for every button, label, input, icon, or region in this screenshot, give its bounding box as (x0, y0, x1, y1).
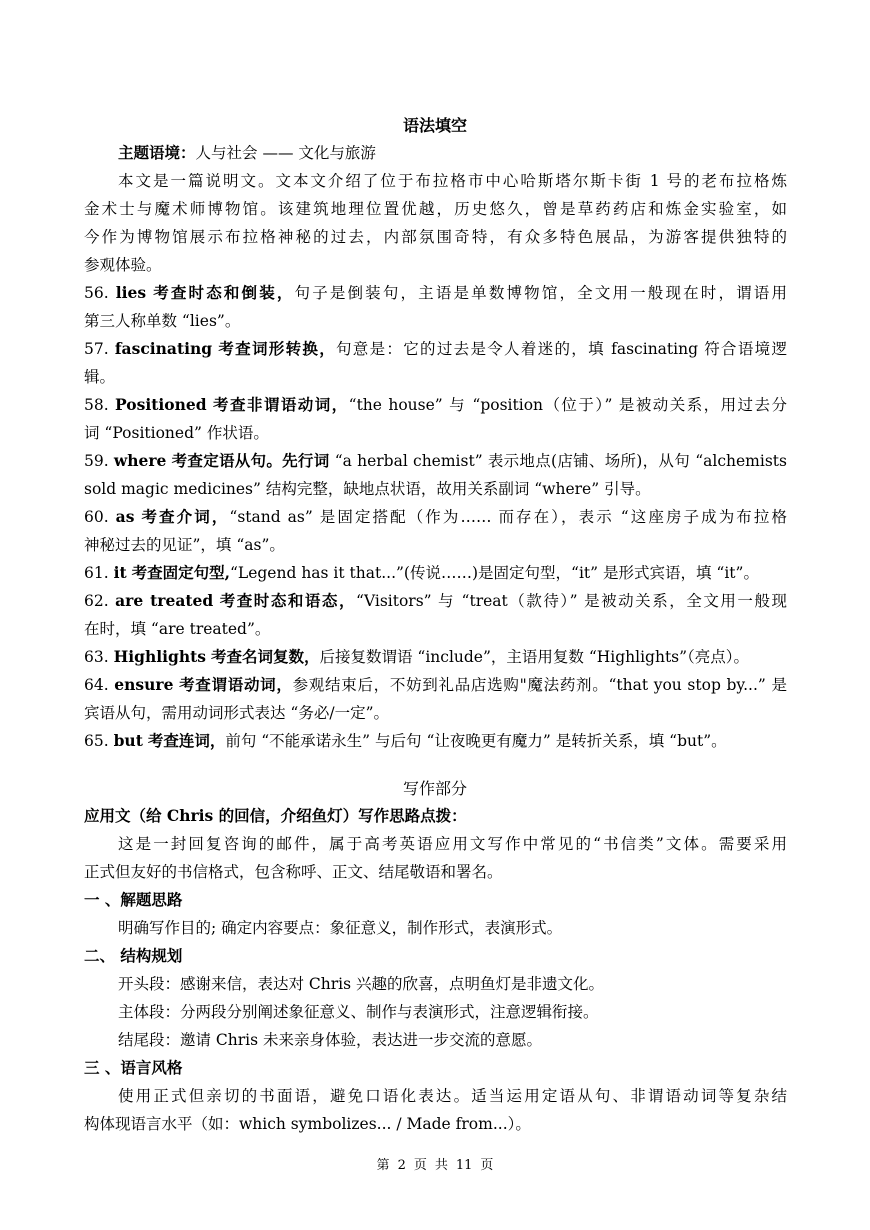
theme-text: 人与社会 —— 文化与旅游 (195, 144, 376, 162)
footer-ye2: 页 (480, 1158, 494, 1173)
answer-item-61 (84, 563, 787, 583)
item-answer: fascinating (114, 339, 213, 358)
item-number: 58. (84, 396, 109, 414)
item-answer: where (113, 451, 167, 470)
item-number: 56. (84, 284, 109, 302)
item-explanation: “Visitors” 与 “treat（款待）” 是被动关系，全文用一般现 (356, 592, 787, 610)
writing-subtitle: 应用文（给 Chris 的回信，介绍鱼灯）写作思路点拨： (84, 806, 467, 825)
item-point: 考查时态和倒装， (153, 283, 295, 302)
item-point: 考查连词， (147, 731, 226, 750)
item-answer: Highlights (113, 647, 207, 666)
page-number: 2 (397, 1158, 406, 1173)
page-footer (0, 1157, 870, 1175)
grammar-section-title: 语法填空 (402, 116, 467, 135)
item-explanation: 参观结束后，不妨到礼品店选购"魔法药剂。“that you stop by...” 是 (292, 676, 787, 694)
item-number: 61. (84, 564, 109, 582)
approach-text: 明确写作目的; 确定内容要点：象征意义，制作形式，表演形式。 (118, 919, 563, 937)
item-explanation-cont: 辑。 (84, 368, 116, 386)
item-answer: but (113, 731, 143, 750)
writing-intro-line: 正式但友好的书信格式，包含称呼、正文、结尾敬语和署名。 (84, 863, 503, 881)
intro-line: 金术士与魔术师博物馆。该建筑地理位置优越，历史悠久，曾是草药药店和炼金实验室，如 (84, 200, 787, 218)
item-point: 考查谓语动词， (179, 675, 293, 694)
item-number: 62. (84, 592, 109, 610)
answer-item-60 (84, 507, 787, 527)
intro-line: 本文是一篇说明文。文本文介绍了位于布拉格市中心哈斯塔尔斯卡街 1 号的老布拉格炼 (118, 172, 787, 190)
item-explanation: 句子是倒装句，主语是单数博物馆，全文用一般现在时，谓语用 (294, 284, 787, 302)
item-point: 考查非谓语动词， (212, 395, 349, 414)
item-point: 考查固定句型, (131, 563, 230, 582)
item-explanation: “the house” 与 “position（位于）” 是被动关系，用过去分 (348, 396, 787, 414)
item-answer: Positioned (115, 395, 207, 414)
answer-item-59 (84, 451, 787, 471)
answer-item-64 (84, 675, 787, 695)
item-explanation-cont: 在时，填 “are treated”。 (84, 620, 271, 638)
answer-item-56 (84, 283, 787, 303)
item-explanation: 前句 “不能承诺永生” 与后句 “让夜晚更有魔力” 是转折关系，填 “but”。 (225, 732, 727, 750)
item-point: 考查时态和语态， (219, 591, 357, 610)
item-point: 考查介词， (141, 507, 230, 526)
theme-line (118, 143, 787, 163)
page-total: 11 (455, 1158, 473, 1173)
item-answer: it (113, 563, 127, 582)
item-number: 65. (84, 732, 109, 750)
intro-line: 参观体验。 (84, 256, 162, 274)
answer-item-57 (84, 339, 787, 359)
item-answer: ensure (114, 675, 174, 694)
answer-item-65 (84, 731, 787, 751)
style-line: 使用正式但亲切的书面语，避免口语化表达。适当运用定语从句、非谓语动词等复杂结 (118, 1087, 787, 1105)
item-number: 64. (84, 676, 109, 694)
item-explanation-cont: 词 “Positioned” 作状语。 (84, 424, 269, 442)
item-number: 57. (84, 340, 109, 358)
style-line: 构体现语言水平（如：which symbolizes... / Made from...）。 (84, 1115, 531, 1133)
heading-approach: 一 、解题思路 (84, 890, 183, 909)
item-point: 考查名词复数， (210, 647, 320, 666)
item-number: 63. (84, 648, 109, 666)
item-answer: lies (115, 283, 147, 302)
item-explanation-cont: 宾语从句，需用动词形式表达 “务必/一定”。 (84, 704, 389, 722)
heading-structure: 二、 结构规划 (84, 946, 183, 965)
item-number: 60. (84, 508, 109, 526)
footer-gong: 共 (434, 1158, 448, 1173)
item-explanation-cont: 神秘过去的见证”，填 “as”。 (84, 536, 285, 554)
answer-item-62 (84, 591, 787, 611)
item-explanation: 后接复数谓语 “include”，主语用复数 “Highlights”（亮点）。 (319, 648, 750, 666)
item-point: 考查词形转换， (218, 339, 336, 358)
item-point: 考查定语从句。先行词 (171, 451, 330, 470)
item-explanation: “Legend has it that...”(传说……)是固定句型，“it” 是形式宾语，填 “it”。 (230, 564, 759, 582)
structure-line: 主体段：分两段分别阐述象征意义、制作与表演形式，注意逻辑衔接。 (118, 1003, 599, 1021)
item-answer: as (115, 507, 135, 526)
heading-style: 三 、语言风格 (84, 1058, 183, 1077)
footer-ye: 页 (413, 1158, 427, 1173)
answer-item-58 (84, 395, 787, 415)
theme-label: 主题语境： (118, 143, 196, 162)
item-number: 59. (84, 452, 109, 470)
item-explanation-cont: 第三人称单数 “lies”。 (84, 312, 241, 330)
item-answer: are treated (115, 591, 214, 610)
item-explanation-cont: sold magic medicines” 结构完整，缺地点状语，故用关系副词 “where” 引导。 (84, 480, 651, 498)
writing-section-title: 写作部分 (402, 779, 467, 798)
structure-line: 开头段：感谢来信，表达对 Chris 兴趣的欣喜，点明鱼灯是非遗文化。 (118, 975, 605, 993)
answer-item-63 (84, 647, 787, 667)
writing-intro-line: 这是一封回复咨询的邮件，属于高考英语应用文写作中常见的“书信类”文体。需要采用 (118, 835, 787, 853)
structure-line: 结尾段：邀请 Chris 未来亲身体验，表达进一步交流的意愿。 (118, 1031, 543, 1049)
item-explanation: “a herbal chemist” 表示地点(店铺、场所)，从句 “alchemists (334, 452, 787, 470)
item-explanation: 句意是：它的过去是令人着迷的，填 fascinating 符合语境逻 (336, 340, 787, 358)
footer-di: 第 (376, 1158, 390, 1173)
item-explanation: “stand as” 是固定搭配（作为…… 而存在），表示 “这座房子成为布拉格 (229, 508, 787, 526)
intro-line: 今作为博物馆展示布拉格神秘的过去，内部氛围奇特，有众多特色展品，为游客提供独特的 (84, 228, 787, 246)
